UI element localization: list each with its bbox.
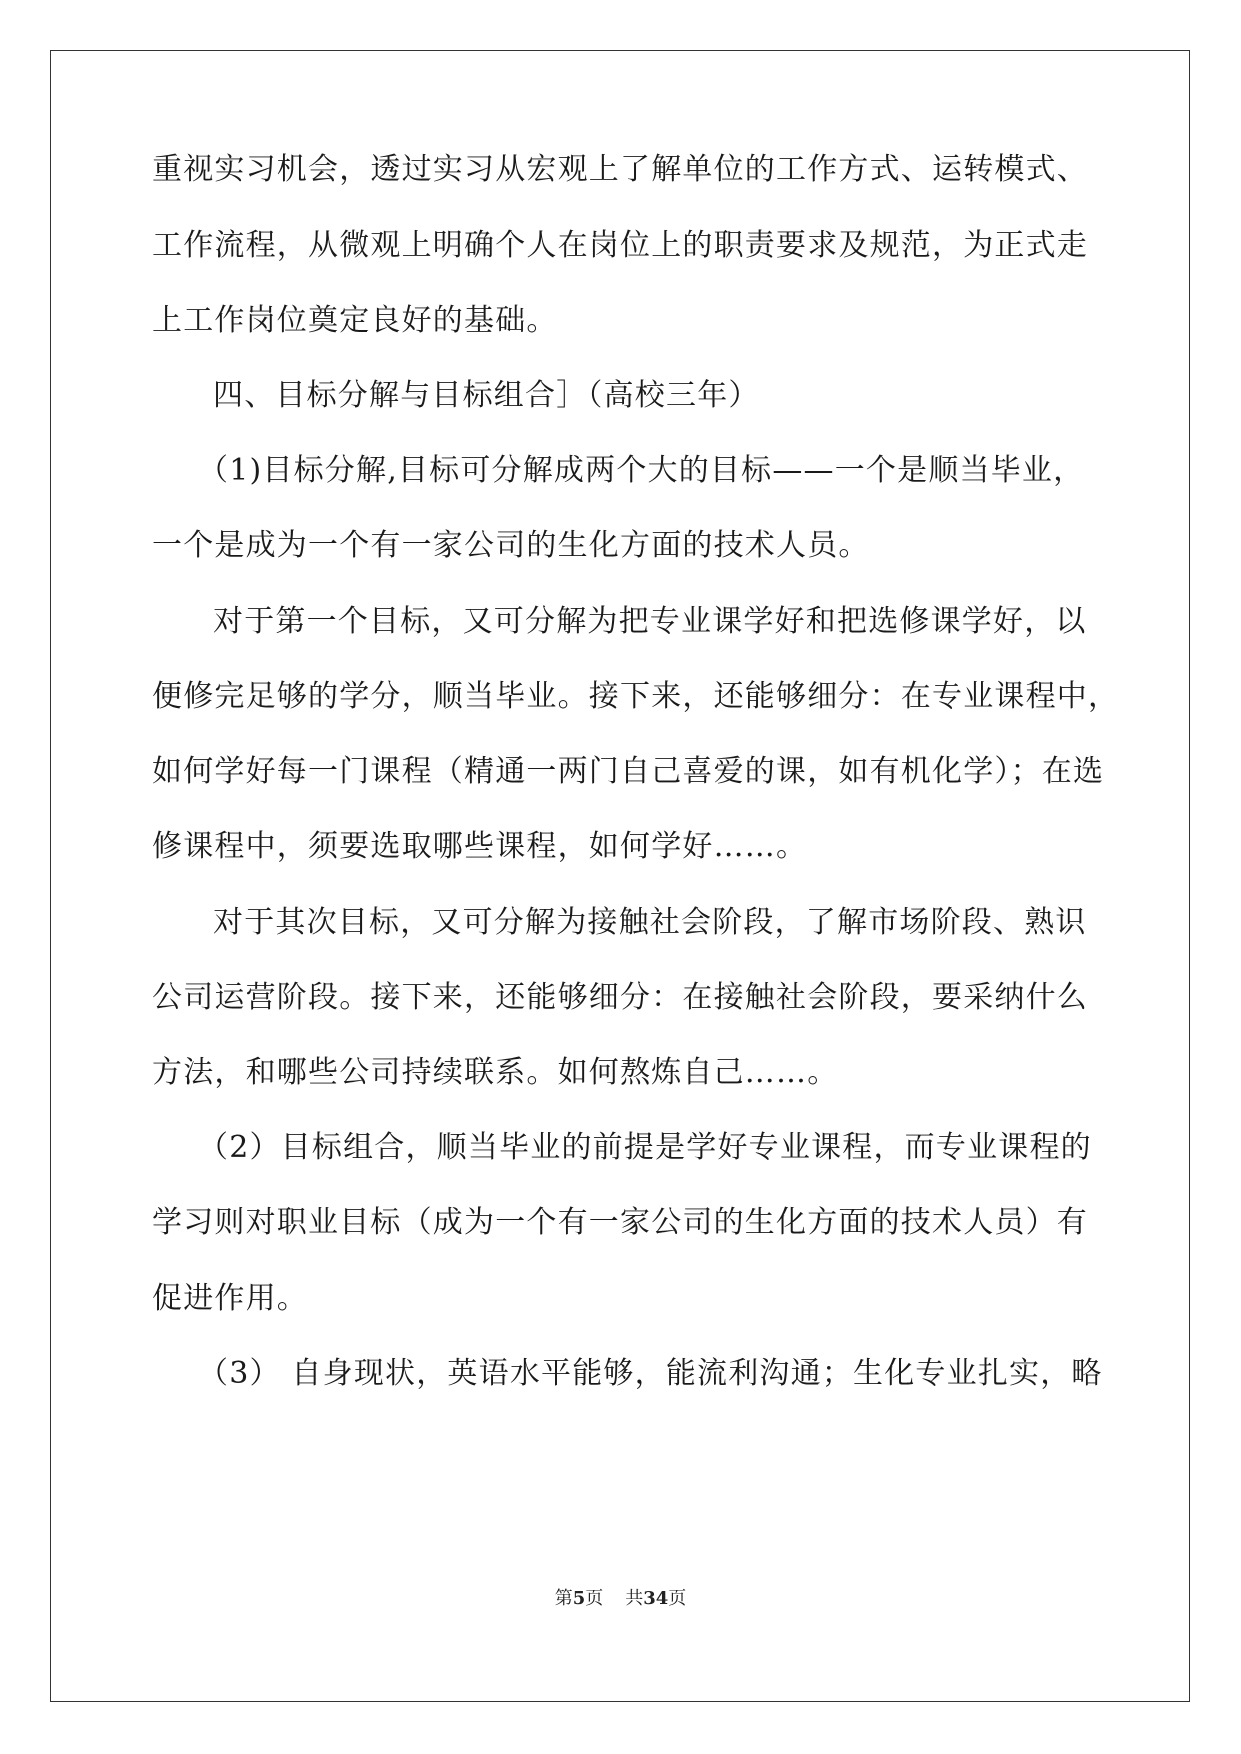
text-line: 学习则对职业目标（成为一个有一家公司的生化方面的技术人员）有 [152,1205,1088,1240]
page-prefix: 第 [554,1588,573,1609]
total-pages: 34 [643,1588,669,1609]
page-footer [0,1588,1241,1610]
text-line: 方法，和哪些公司持续联系。如何熬炼自己……。 [152,1055,839,1090]
text-line: （1)目标分解,目标可分解成两个大的目标——一个是顺当毕业， [198,453,1085,488]
section-heading: 四、目标分解与目标组合］（高校三年） [213,378,760,413]
page-suffix: 页 [585,1588,604,1609]
text-line: 对于第一个目标，又可分解为把专业课学好和把选修课学好，以 [213,604,1087,639]
total-prefix: 共 [625,1588,644,1609]
text-line: 一个是成为一个有一家公司的生化方面的技术人员。 [152,528,870,563]
text-line: 对于其次目标，又可分解为接触社会阶段，了解市场阶段、熟识 [213,905,1087,940]
text-line: 重视实习机会，透过实习从宏观上了解单位的工作方式、运转模式、 [152,152,1088,187]
text-line: 促进作用。 [152,1281,308,1316]
text-line: 便修完足够的学分，顺当毕业。接下来，还能够细分：在专业课程中， [152,679,1120,714]
text-line: （3） 自身现状，英语水平能够，能流利沟通；生化专业扎实，略 [198,1356,1103,1391]
text-line: （2）目标组合，顺当毕业的前提是学好专业课程，而专业课程的 [198,1130,1092,1165]
page-border [50,50,1190,1702]
text-line: 上工作岗位奠定良好的基础。 [152,303,558,338]
page-number: 5 [572,1588,586,1609]
text-line: 公司运营阶段。接下来，还能够细分：在接触社会阶段，要采纳什么 [152,980,1088,1015]
total-suffix: 页 [668,1588,687,1609]
text-line: 修课程中，须要选取哪些课程，如何学好……。 [152,829,808,864]
text-line: 如何学好每一门课程（精通一两门自己喜爱的课，如有机化学）；在选 [152,754,1105,789]
text-line: 工作流程，从微观上明确个人在岗位上的职责要求及规范，为正式走 [152,228,1088,263]
